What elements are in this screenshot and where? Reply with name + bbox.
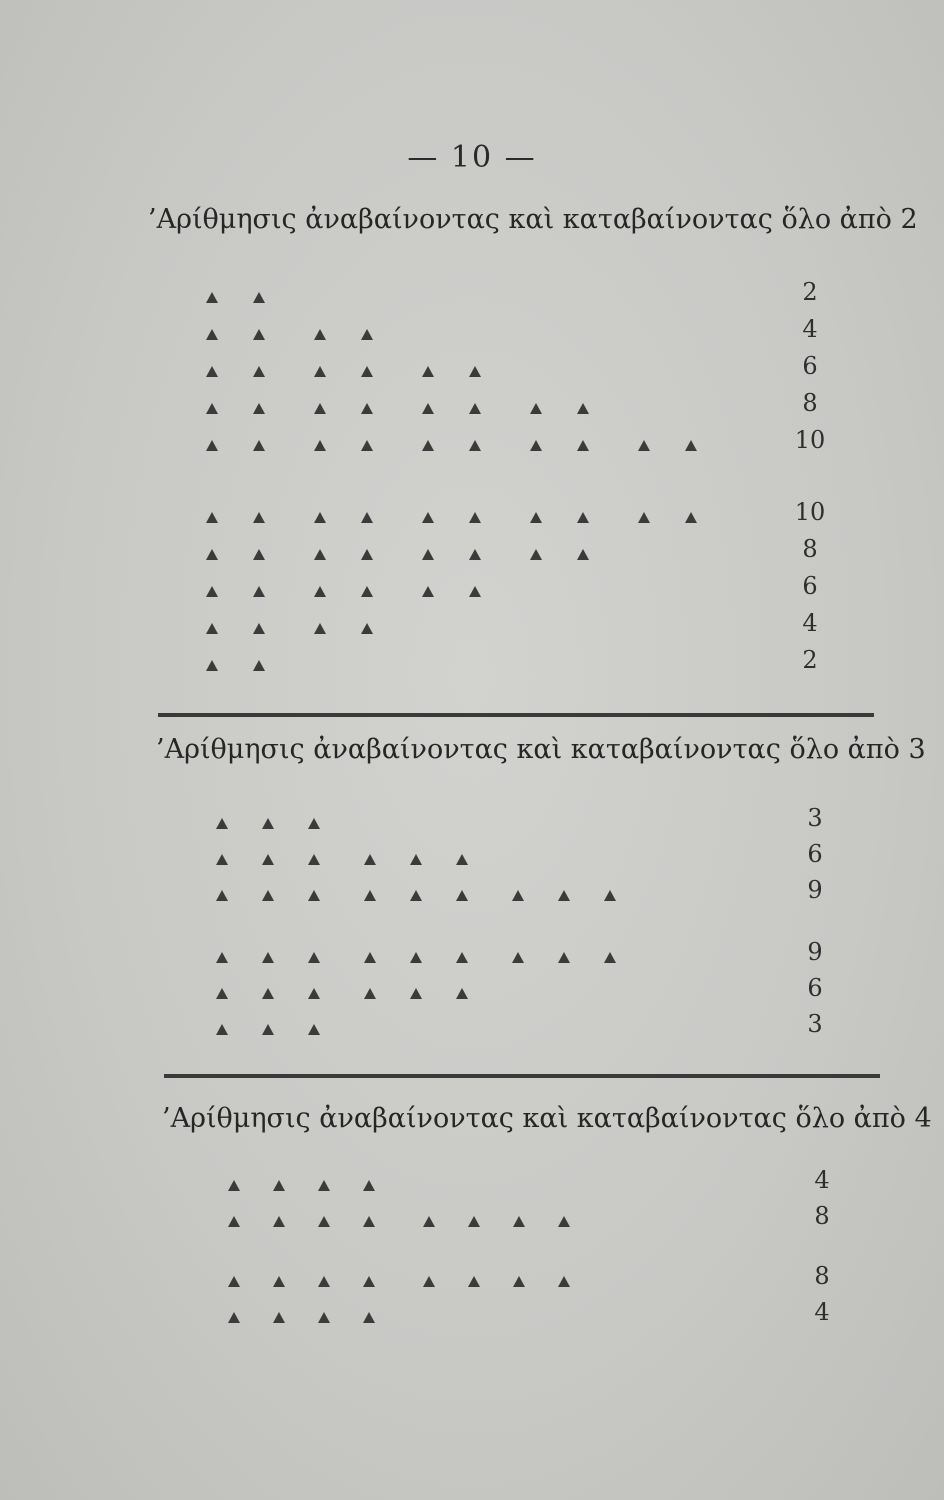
descending-count-label: 9 [807,938,823,966]
ascending-count-label: 3 [807,804,823,832]
descending-count-label: 8 [802,535,818,563]
triangle-mark-icon [318,1180,330,1191]
triangle-mark-icon [228,1276,240,1287]
page-number: — 10 — [407,140,537,175]
ascending-count-label: 4 [802,315,818,343]
ascending-count-label: 8 [802,389,818,417]
descending-count-label: 3 [807,1010,823,1038]
triangle-mark-icon [318,1216,330,1227]
ascending-count-label: 6 [802,352,818,380]
triangle-mark-icon [273,1216,285,1227]
section-heading-by-2: ’Αρίθμησις ἀναβαίνοντας καὶ καταβαίνοντας ὅλο ἀπὸ 2 [148,204,918,235]
descending-count-label: 8 [814,1262,830,1290]
triangle-mark-icon [228,1180,240,1191]
descending-count-label: 6 [807,974,823,1002]
triangle-mark-icon [318,1312,330,1323]
descending-count-label: 4 [802,609,818,637]
descending-count-label: 4 [814,1298,830,1326]
triangle-mark-icon [273,1312,285,1323]
descending-count-label: 6 [802,572,818,600]
descending-count-label: 10 [794,498,826,526]
triangle-mark-icon [468,1216,480,1227]
ascending-count-label: 10 [794,426,826,454]
triangle-mark-icon [513,1216,525,1227]
triangle-mark-icon [363,1312,375,1323]
triangle-mark-icon [363,1276,375,1287]
triangle-mark-icon [513,1276,525,1287]
triangle-mark-icon [558,1276,570,1287]
triangle-mark-icon [273,1180,285,1191]
triangle-mark-icon [363,1180,375,1191]
triangle-mark-icon [228,1312,240,1323]
section-heading-by-3: ’Αρίθμησις ἀναβαίνοντας καὶ καταβαίνοντας ὅλο ἀπὸ 3 [156,734,926,765]
ascending-count-label: 2 [802,278,818,306]
ascending-count-label: 8 [814,1202,830,1230]
ascending-count-label: 6 [807,840,823,868]
triangle-mark-icon [423,1216,435,1227]
triangle-mark-icon [423,1276,435,1287]
triangle-mark-icon [318,1276,330,1287]
triangle-mark-icon [228,1216,240,1227]
ascending-count-label: 4 [814,1166,830,1194]
triangle-mark-icon [273,1276,285,1287]
section-heading-by-4: ’Αρίθμησις ἀναβαίνοντας καὶ καταβαίνοντας ὅλο ἀπὸ 4 [162,1103,932,1134]
triangle-mark-icon [558,1216,570,1227]
ascending-count-label: 9 [807,876,823,904]
descending-count-label: 2 [802,646,818,674]
triangle-mark-icon [363,1216,375,1227]
triangle-mark-icon [468,1276,480,1287]
